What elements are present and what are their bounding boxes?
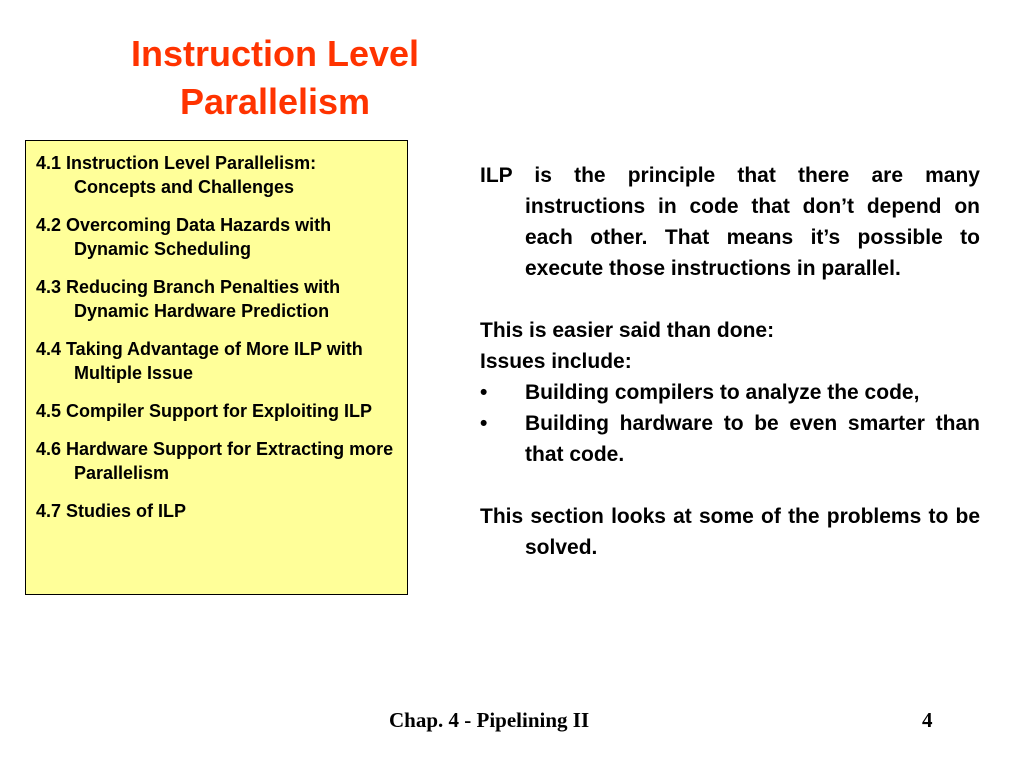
- toc-box: [25, 140, 408, 595]
- issues-include-line: Issues include:: [480, 350, 632, 373]
- footer-chapter-label: Chap. 4 - Pipelining II: [389, 708, 590, 732]
- ilp-definition-paragraph: ILP is the principle that there are many instructions in code that don’t depend on each other. That means it’s possible to execute those instructions in parallel.: [480, 164, 980, 280]
- spacer: [480, 284, 980, 315]
- bullet-dot: •: [480, 412, 488, 435]
- section-summary-paragraph: This section looks at some of the problems to be solved.: [480, 505, 980, 559]
- bullet-text: Building hardware to be even smarter than that code.: [525, 412, 980, 466]
- toc-item-4-3: 4.3 Reducing Branch Penalties with Dynamic Hardware Prediction: [36, 277, 341, 321]
- spacer: [480, 470, 980, 501]
- bullet-item: [480, 408, 980, 470]
- slide-title: [60, 30, 490, 126]
- toc-item-4-7: 4.7 Studies of ILP: [36, 501, 187, 521]
- page-number: 4: [922, 708, 933, 732]
- bullet-dot: •: [480, 381, 488, 404]
- body-text: [480, 160, 980, 563]
- toc-item-4-5: 4.5 Compiler Support for Exploiting ILP: [36, 401, 373, 421]
- toc-item-4-2: 4.2 Overcoming Data Hazards with Dynamic Scheduling: [36, 215, 332, 259]
- toc-item-4-6: 4.6 Hardware Support for Extracting more Parallelism: [36, 439, 394, 483]
- bullet-text: Building compilers to analyze the code,: [525, 381, 920, 404]
- easier-said-line: This is easier said than done:: [480, 319, 775, 342]
- toc-item-4-4: 4.4 Taking Advantage of More ILP with Multiple Issue: [36, 339, 363, 383]
- title-line-1: Instruction Level: [130, 33, 420, 74]
- toc-item-4-1: 4.1 Instruction Level Parallelism: Concepts and Challenges: [36, 153, 317, 197]
- title-line-2: Parallelism: [179, 81, 371, 122]
- bullet-item: [480, 377, 980, 408]
